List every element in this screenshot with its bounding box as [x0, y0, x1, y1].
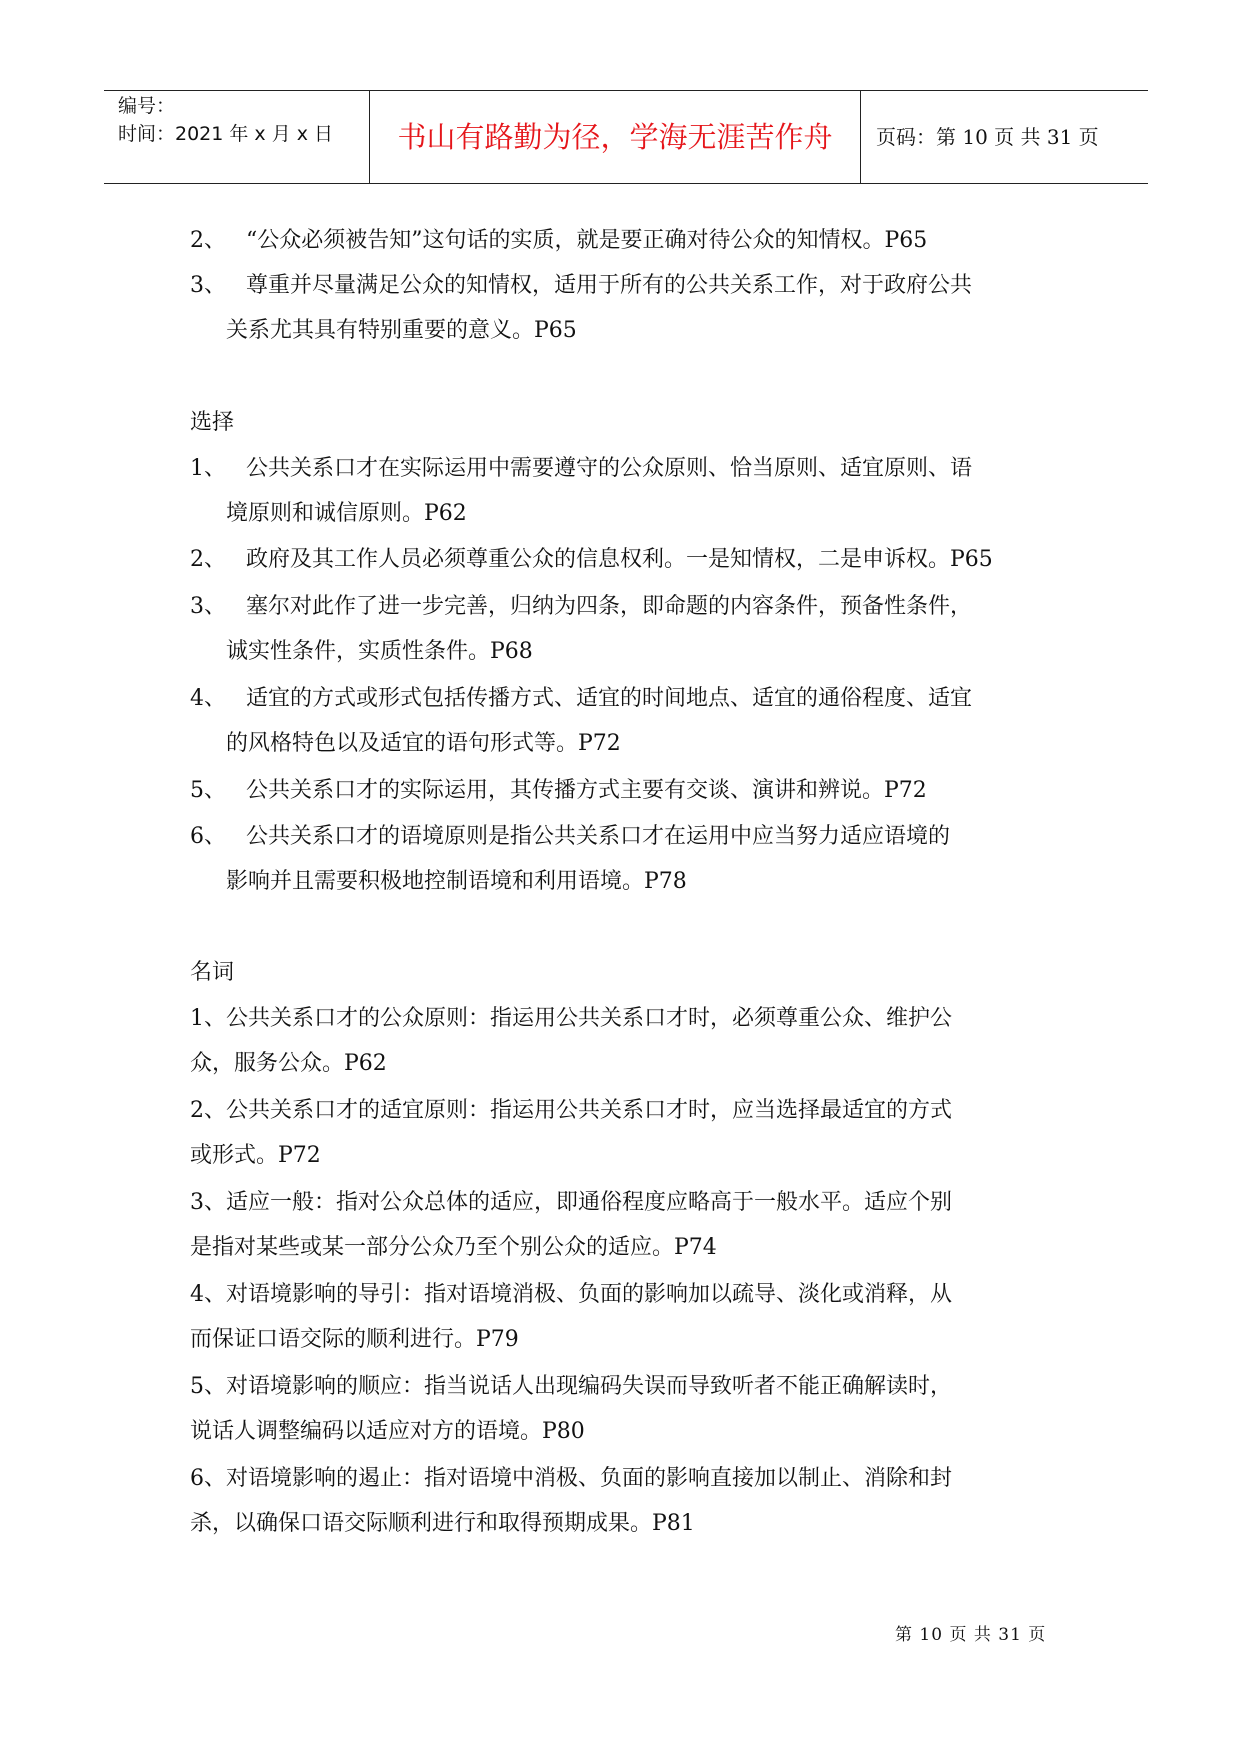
time-label: 时间：2021 年 x 月 x 日	[118, 123, 334, 145]
list-item-text: 的风格特色以及适宜的语句形式等。P72	[226, 731, 621, 756]
number-label: 编号：	[118, 95, 176, 117]
section-title: 名词	[190, 960, 235, 985]
list-item-text: 2、公共关系口才的适宜原则：指运用公共关系口才时，应当选择最适宜的方式	[190, 1098, 952, 1123]
list-item-text: 适宜的方式或形式包括传播方式、适宜的时间地点、适宜的通俗程度、适宜	[246, 686, 973, 711]
list-item-number: 3、	[190, 594, 226, 619]
motto: 书山有路勤为径，学海无涯苦作舟	[370, 91, 861, 183]
list-item-text: 公共关系口才的实际运用，其传播方式主要有交谈、演讲和辨说。P72	[246, 778, 927, 803]
list-item-number: 6、	[190, 824, 226, 849]
list-item-text: 而保证口语交际的顺利进行。P79	[190, 1327, 519, 1352]
page-footer: 第 10 页 共 31 页	[895, 1625, 1047, 1645]
list-item-number: 3、	[190, 273, 226, 298]
list-item-text: 诚实性条件，实质性条件。P68	[226, 639, 533, 664]
list-item-text: 公共关系口才的语境原则是指公共关系口才在运用中应当努力适应语境的	[246, 824, 951, 849]
list-item-text: 6、对语境影响的遏止：指对语境中消极、负面的影响直接加以制止、消除和封	[190, 1466, 952, 1491]
list-item-number: 2、	[190, 547, 226, 572]
list-item-number: 4、	[190, 686, 226, 711]
section-title: 选择	[190, 410, 235, 435]
list-item-text: 是指对某些或某一部分公众乃至个别公众的适应。P74	[190, 1235, 717, 1260]
list-item-text: 4、对语境影响的导引：指对语境消极、负面的影响加以疏导、淡化或消释，从	[190, 1282, 952, 1307]
list-item-text: 公共关系口才在实际运用中需要遵守的公众原则、恰当原则、适宜原则、语	[246, 456, 973, 481]
list-item-text: 3、适应一般：指对公众总体的适应，即通俗程度应略高于一般水平。适应个别	[190, 1190, 952, 1215]
list-item-text: 境原则和诚信原则。P62	[226, 501, 467, 526]
list-item-text: “公众必须被告知”这句话的实质，就是要正确对待公众的知情权。P65	[246, 228, 928, 253]
list-item-text: 影响并且需要积极地控制语境和利用语境。P78	[226, 869, 687, 894]
list-item-text: 关系尤其具有特别重要的意义。P65	[226, 318, 577, 343]
list-item-number: 2、	[190, 228, 226, 253]
list-item-text: 杀，以确保口语交际顺利进行和取得预期成果。P81	[190, 1511, 695, 1536]
page-label: 页码：第 10 页 共 31 页	[876, 125, 1099, 149]
list-item-text: 5、对语境影响的顺应：指当说话人出现编码失误而导致听者不能正确解读时，	[190, 1374, 952, 1399]
list-item-text: 塞尔对此作了进一步完善，归纳为四条，即命题的内容条件，预备性条件，	[246, 594, 973, 619]
list-item-text: 政府及其工作人员必须尊重公众的信息权利。一是知情权，二是申诉权。P65	[246, 547, 993, 572]
list-item-text: 说话人调整编码以适应对方的语境。P80	[190, 1419, 585, 1444]
list-item-text: 众，服务公众。P62	[190, 1051, 387, 1076]
list-item-text: 1、公共关系口才的公众原则：指运用公共关系口才时，必须尊重公众、维护公	[190, 1006, 952, 1031]
list-item-text: 或形式。P72	[190, 1143, 321, 1168]
list-item-number: 1、	[190, 456, 226, 481]
list-item-text: 尊重并尽量满足公众的知情权，适用于所有的公共关系工作，对于政府公共	[246, 273, 973, 298]
list-item-number: 5、	[190, 778, 226, 803]
